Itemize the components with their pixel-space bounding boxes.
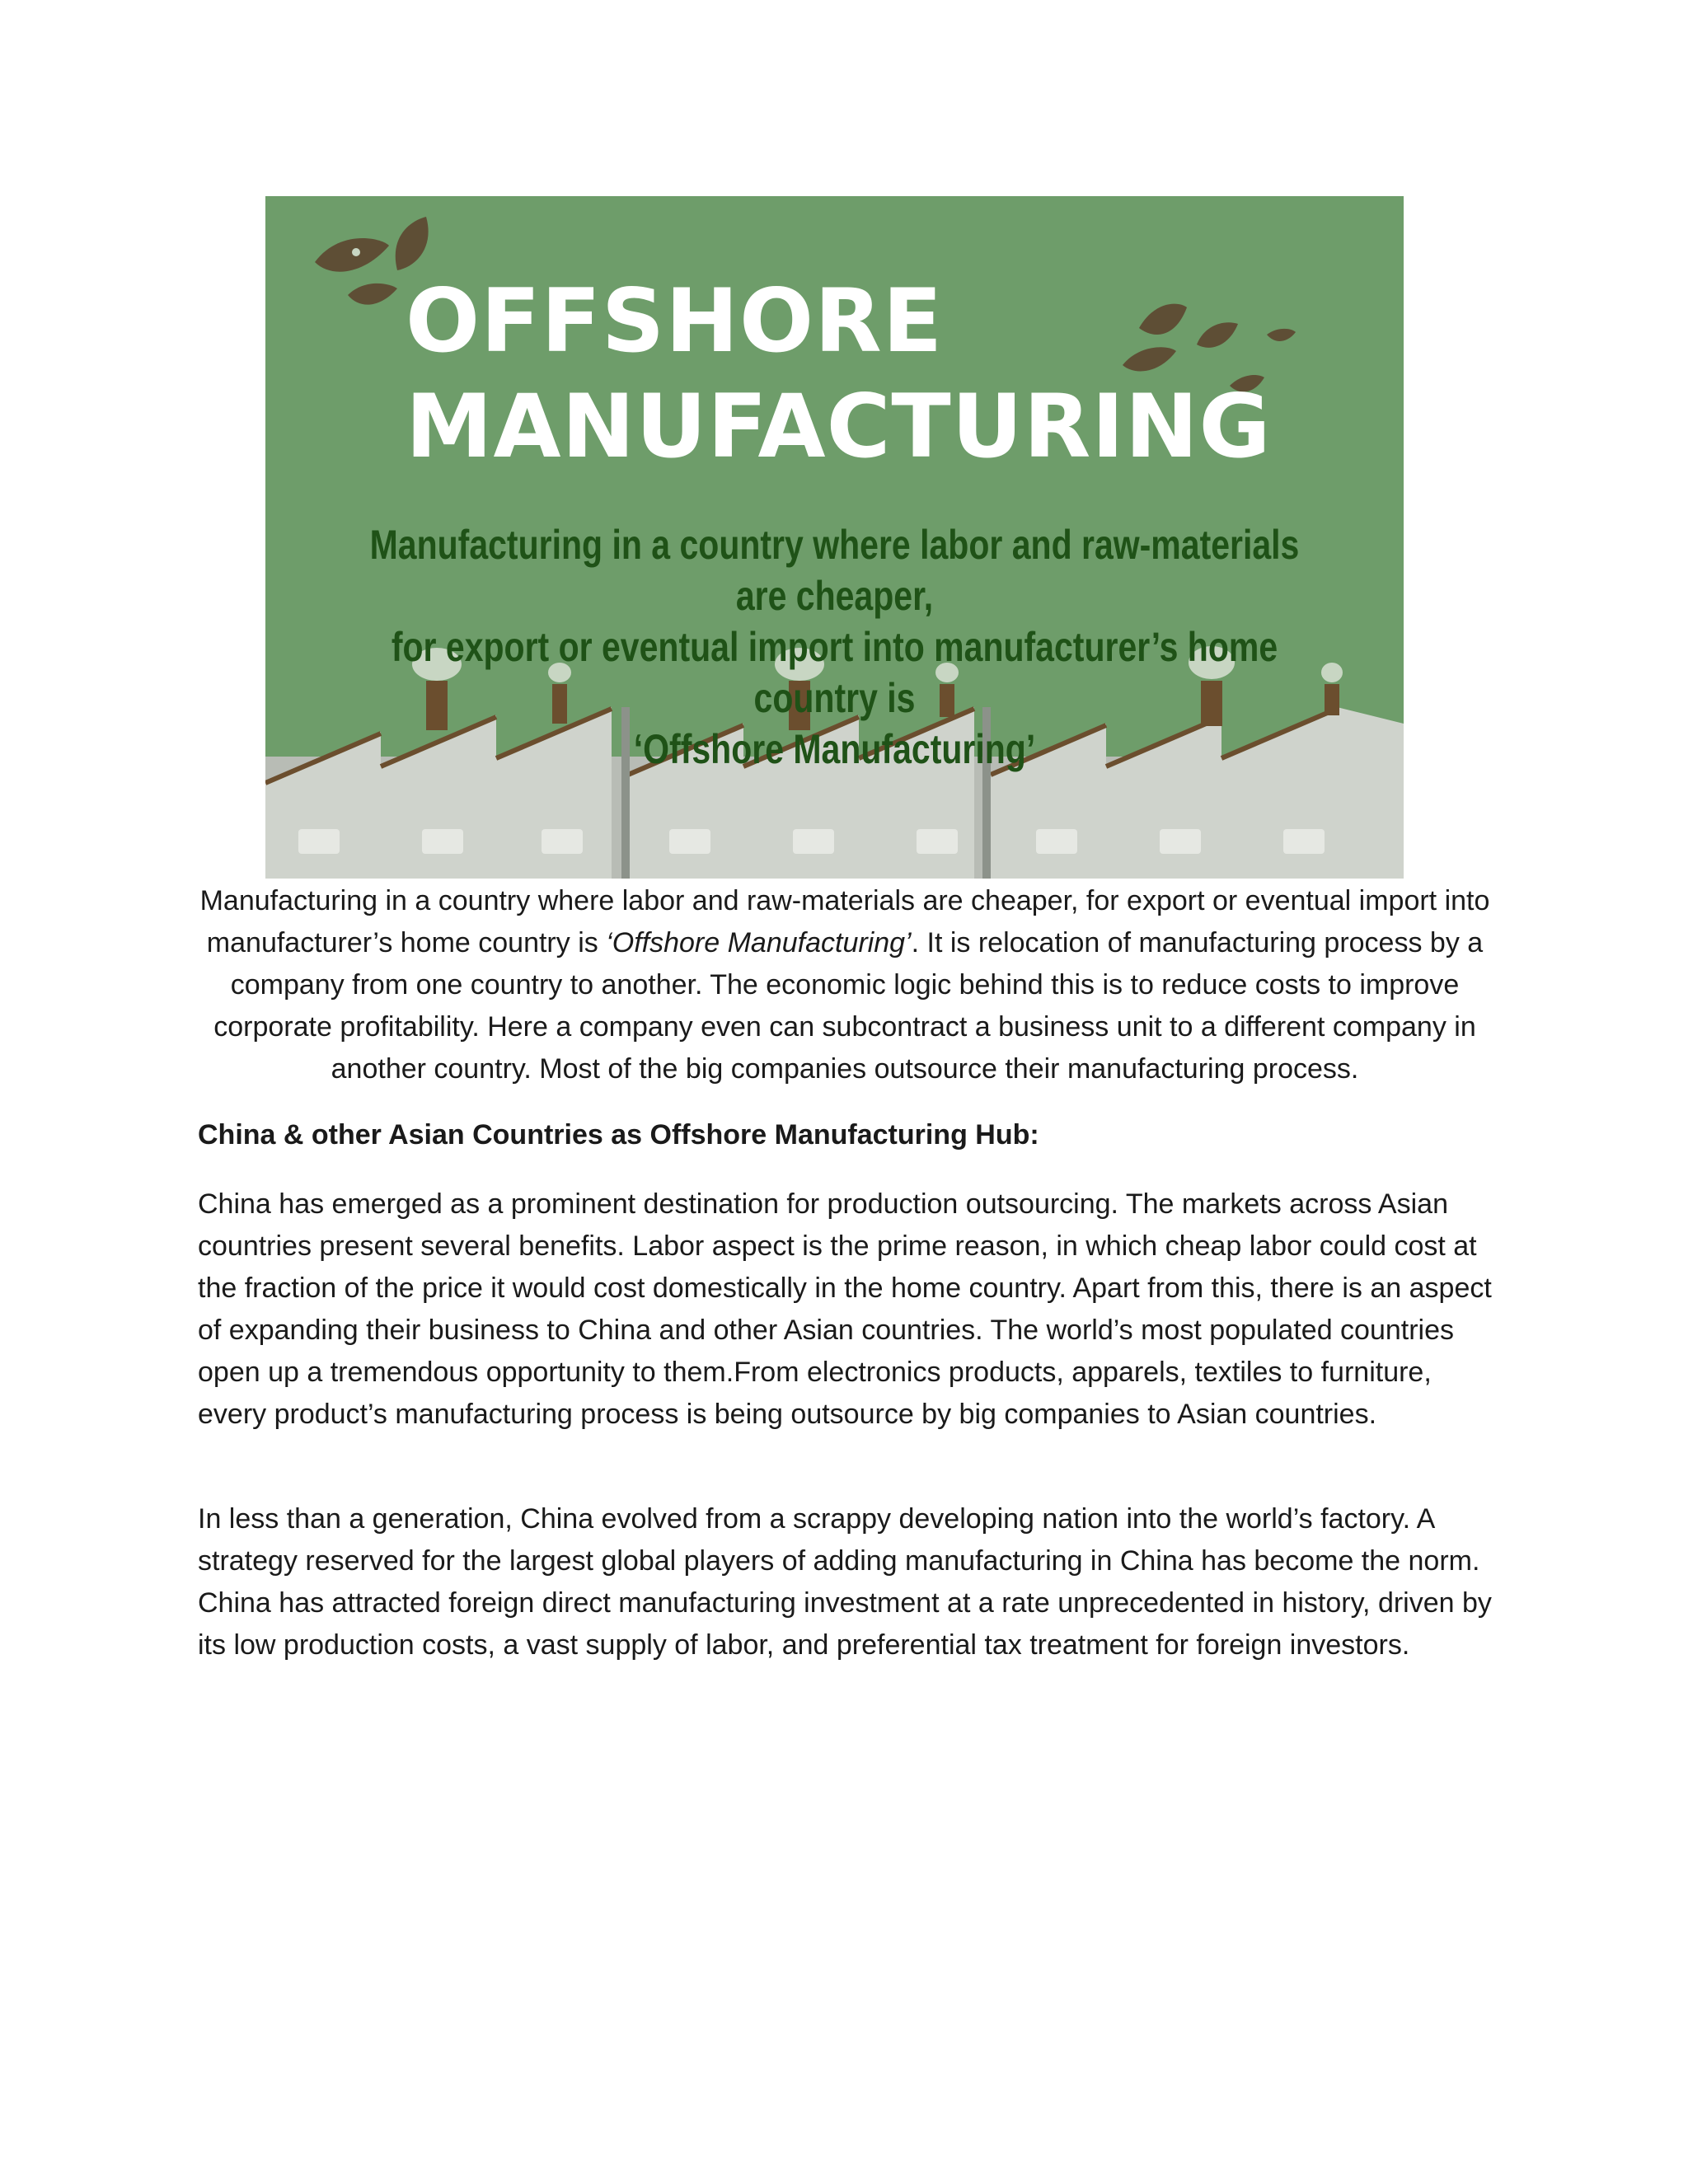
image-caption <box>198 880 1492 1090</box>
banner-definition <box>368 519 1301 775</box>
paragraph: In less than a generation, China evolved from a scrappy developing nation into the world’s factory. A strategy reserved for the largest global players of adding manufacturing in China has become the norm. China has attracted foreign direct manufacturing investment at a rate unprecedented in history, driven by its low production costs, a vast supply of labor, and preferential tax treatment for foreign investors. <box>198 1503 1492 1661</box>
banner-title <box>406 269 1272 480</box>
banner-title-line: MANUFACTURING <box>406 376 1272 477</box>
paragraph: China has emerged as a prominent destination for production outsourcing. The markets across Asian countries present several benefits. Labor aspect is the prime reason, in which cheap labor could cost at the fraction of the price it would cost domestically in the home country. Apart from this, there is an aspect of expanding their business to China and other Asian countries. The world’s most populated countries open up a tremendous opportunity to them.From electronics products, apparels, textiles to furniture, every product’s manufacturing process is being outsource by big companies to Asian countries. <box>198 1188 1492 1430</box>
banner-title-line: OFFSHORE <box>406 270 944 372</box>
caption-text: . It is relocation of manufacturing process by a company from one country to another. The economic logic behind this is to reduce costs to improve corporate profitability. Here a company even can subcontract a business unit to a different company in another country. Most of the big companies outsource their manufacturing process. <box>213 927 1484 1085</box>
banner-definition-line: Manufacturing in a country where labor and raw-materials are cheaper, <box>369 522 1300 619</box>
caption-italic-term: ‘Offshore Manufacturing’ <box>606 927 912 958</box>
section-heading: China & other Asian Countries as Offshore Manufacturing Hub: <box>198 1119 1039 1151</box>
banner-definition-line: ‘Offshore Manufacturing’ <box>633 726 1036 772</box>
offshore-manufacturing-banner <box>265 196 1404 879</box>
caption-text: Manufacturing in a country where labor and raw-materials are cheaper, for export or eventual import into manufacturer’s home country is <box>199 885 1490 958</box>
banner-definition-line: for export or eventual import into manufacturer’s home country is <box>391 624 1278 721</box>
